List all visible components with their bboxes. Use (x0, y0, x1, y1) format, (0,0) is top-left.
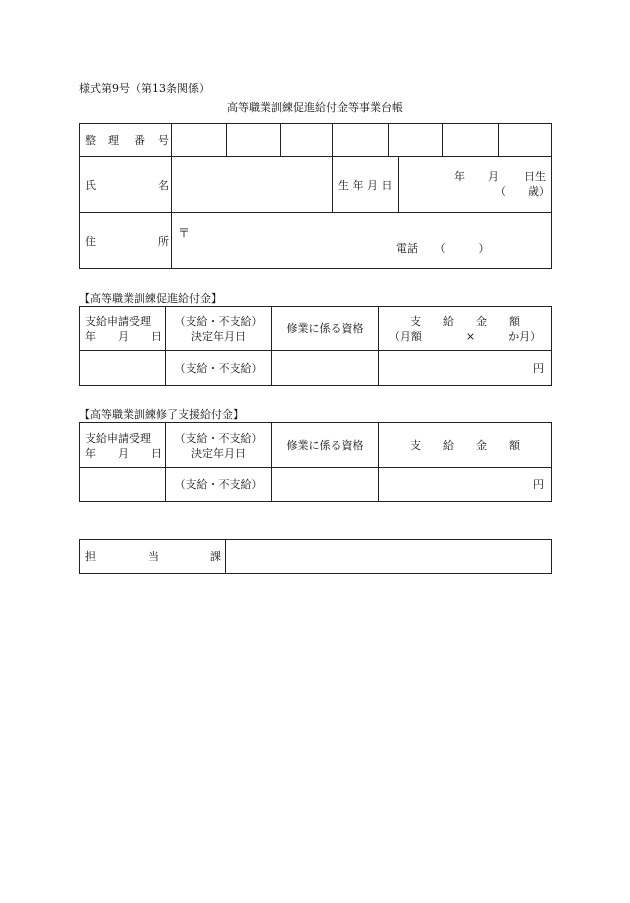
col-header-decision-status: （支給・不支給） (174, 315, 263, 328)
section1-heading: 【高等職業訓練促進給付金】 (79, 292, 222, 305)
col-header-decision-status: （支給・不支給） (174, 432, 263, 445)
birth-year-unit: 年 (454, 170, 465, 183)
seiri-number-cell[interactable] (281, 124, 332, 156)
col-header-decision-date: 決定年月日 (191, 447, 246, 460)
col-header-amount-detail: （月額 × か月） (388, 330, 542, 343)
postal-mark-icon: 〒 (178, 226, 191, 240)
col-header-application-date: 支給申請受理 (85, 315, 151, 328)
age-field: （ 歳） (495, 185, 550, 198)
phone-field: 電話 （ ） (396, 242, 490, 255)
col-header-decision-date: 決定年月日 (191, 330, 246, 343)
application-date-cell[interactable] (80, 468, 165, 501)
label-char: 整 (85, 134, 96, 147)
col-header-qualification: 修業に係る資格 (286, 439, 364, 452)
birth-month-unit: 月 (488, 170, 499, 183)
label-char: 理 (108, 134, 119, 147)
label-char: 住 (85, 235, 96, 248)
name-field[interactable] (172, 157, 332, 212)
label-char: 番 (134, 134, 145, 147)
col-header-amount: 支 給 金 額 (410, 315, 520, 328)
qualification-cell[interactable] (272, 468, 378, 501)
col-header-application-date: 支給申請受理 (85, 432, 151, 445)
seiri-number-cell[interactable] (172, 124, 226, 156)
amount-cell[interactable]: 円 (533, 478, 544, 491)
seiri-number-cell[interactable] (333, 124, 388, 156)
form-number: 様式第9号（第13条関係） (79, 82, 210, 95)
responsible-section-field[interactable] (226, 540, 551, 573)
section2-heading: 【高等職業訓練修了支援給付金】 (79, 408, 244, 421)
label-char: 号 (158, 134, 169, 147)
label-char: 所 (158, 235, 169, 248)
address-field[interactable] (172, 213, 551, 268)
col-header-amount: 支 給 金 額 (410, 439, 520, 452)
birth-day-unit: 日生 (524, 170, 546, 183)
page-title: 高等職業訓練促進給付金等事業台帳 (227, 101, 403, 114)
label-char: 担 (85, 550, 96, 563)
col-header-application-date-ymd: 年 月 日 (85, 330, 162, 343)
label-char: 氏 (85, 179, 96, 192)
birth-date-label: 生 年 月 日 (338, 179, 393, 192)
seiri-number-cell[interactable] (227, 124, 280, 156)
seiri-number-cell[interactable] (443, 124, 498, 156)
amount-cell[interactable]: 円 (533, 362, 544, 375)
birth-date-field[interactable] (399, 157, 551, 212)
application-date-cell[interactable] (80, 351, 165, 385)
seiri-number-cell[interactable] (499, 124, 551, 156)
decision-status-cell[interactable]: （支給・不支給） (174, 362, 263, 375)
col-header-application-date-ymd: 年 月 日 (85, 447, 162, 460)
decision-status-cell[interactable]: （支給・不支給） (174, 478, 263, 491)
qualification-cell[interactable] (272, 351, 378, 385)
label-char: 課 (210, 550, 221, 563)
seiri-number-cell[interactable] (389, 124, 442, 156)
label-char: 名 (158, 179, 169, 192)
label-char: 当 (148, 550, 159, 563)
col-header-qualification: 修業に係る資格 (286, 322, 364, 335)
